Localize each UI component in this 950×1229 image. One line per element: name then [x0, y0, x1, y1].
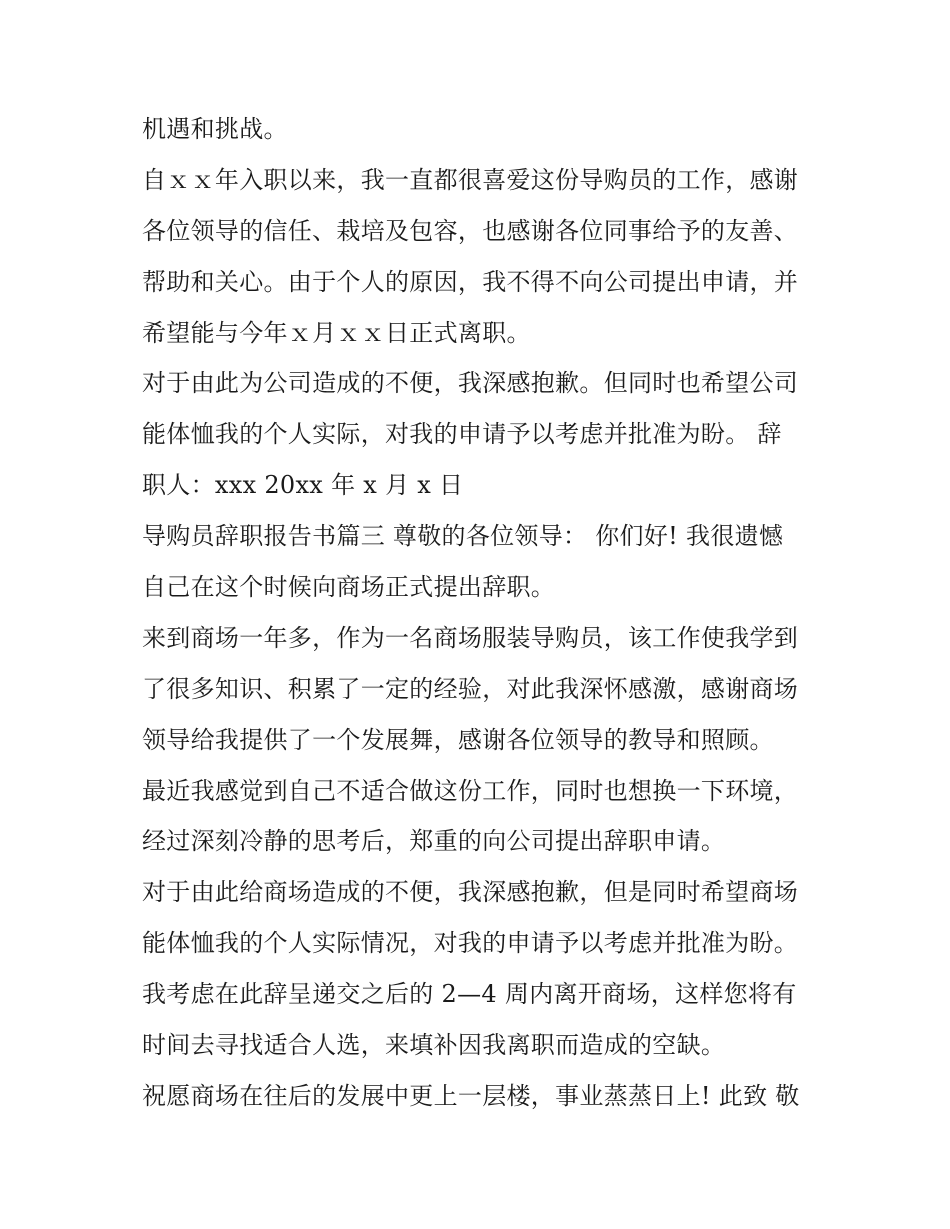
text-line: 希望能与今年ｘ月ｘｘ日正式离职。: [142, 318, 531, 347]
text-line: 帮助和关心。由于个人的原因，我不得不向公司提出申请，并: [142, 267, 799, 296]
text-line: 来到商场一年多，作为一名商场服装导购员，该工作使我学到: [142, 623, 799, 652]
text-line: 最近我感觉到自己不适合做这份工作，同时也想换一下环境，: [142, 776, 799, 805]
text-line: 导购员辞职报告书篇三 尊敬的各位领导： 你们好! 我很遗憾: [142, 522, 784, 551]
text-line: 对于由此给商场造成的不便，我深感抱歉，但是同时希望商场: [142, 878, 799, 907]
text-line: 能体恤我的个人实际，对我的申请予以考虑并批准为盼。 辞: [142, 420, 782, 449]
text-line: 各位领导的信任、栽培及包容，也感谢各位同事给予的友善、: [142, 216, 799, 245]
text-line: 经过深刻冷静的思考后，郑重的向公司提出辞职申请。: [142, 827, 726, 856]
text-line: 我考虑在此辞呈递交之后的 2—4 周内离开商场，这样您将有: [142, 980, 797, 1009]
text-line: 领导给我提供了一个发展舞，感谢各位领导的教导和照顾。: [142, 725, 774, 754]
text-line: 能体恤我的个人实际情况，对我的申请予以考虑并批准为盼。: [142, 929, 799, 958]
text-line: 自己在这个时候向商场正式提出辞职。: [142, 573, 556, 602]
text-line: 对于由此为公司造成的不便，我深感抱歉。但同时也希望公司: [142, 369, 799, 398]
text-line: 祝愿商场在往后的发展中更上一层楼，事业蒸蒸日上! 此致 敬: [142, 1081, 800, 1110]
text-line: 机遇和挑战。: [142, 115, 288, 143]
text-line: 自ｘｘ年入职以来，我一直都很喜爱这份导购员的工作，感谢: [142, 165, 799, 194]
text-line: 职人：xxx 20xx 年 x 月 x 日: [142, 471, 464, 500]
text-line: 时间去寻找适合人选，来填补因我离职而造成的空缺。: [142, 1031, 726, 1060]
document-body: [142, 104, 822, 1122]
text-line: 了很多知识、积累了一定的经验，对此我深怀感激，感谢商场: [142, 674, 799, 703]
